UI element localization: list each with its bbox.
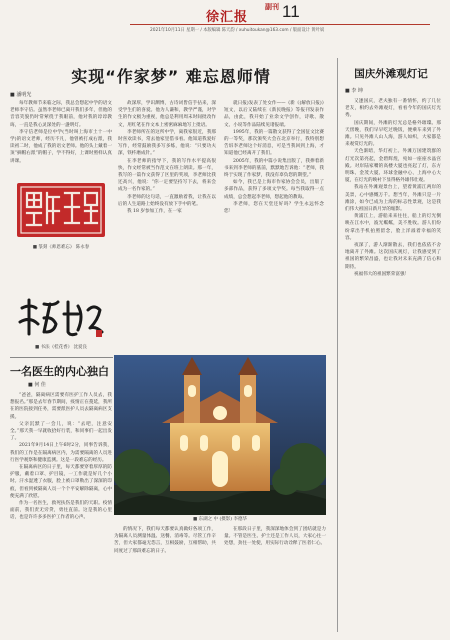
masthead-brand: 徐汇报 [206, 10, 249, 25]
seal-image [15, 181, 107, 239]
church-photo [114, 355, 326, 515]
main-headline: 实现“作家梦” 难忘恩师情 [71, 67, 271, 86]
paragraph: 夜深了，游人渐渐散去，我们也依依不舍地离开了外滩。这次国庆观灯，让我感受到了祖国的繁荣昌盛，也让我对未来充满了信心和期待。 [345, 243, 441, 270]
paragraph: 故深厚，学识渊博，古诗词皆信手拈来，深受学生们的喜爱。他为人谦和，教学严谨，对学生的作文极为重视，他总是利用周末时间批改作文，用红笔在作文本上密密麻麻地写上批语。 [118, 101, 216, 128]
paragraph: 又逢国庆，老夫独有一番情怀，约了几位老友，相约去外滩观灯，看看今年的国庆灯光秀。 [345, 99, 441, 119]
paragraph: 如今，我已是上海市作家协会会员，出版了多部作品，获得了多项文学奖。每当我取得一点成绩，总会想起李老师，想起他的教诲。 [224, 180, 324, 200]
masthead [0, 0, 450, 46]
paragraph: 李老师的这句话，一直激励着我，让我在以后的人生道路上始终没有放下手中的笔。 [118, 194, 216, 207]
paragraph: “爸爸，隔离病区需要有医护工作人员去，我想报名。”那是去年春节期间，疫情正在蔓延，我所在的医院接到任务，需要派医护人员去隔离病区支援。 [10, 393, 112, 420]
photo-caption: ■ 东湖之 中 (摄影) 李德华 [193, 517, 247, 522]
paragraph: 1995年，我的一篇散文获得了全国征文比赛的一等奖，那次颁奖大会在北京举行，我特别想告诉李老师这个好消息，可是当我回到上海，才知道他已经离开了我们。 [224, 129, 324, 157]
masthead-rule [130, 24, 430, 25]
main-col-1 [10, 100, 112, 178]
right-article-col [345, 98, 441, 632]
paragraph: 每年教师节来临之际，我总会想起中学的语文老师李守信。虽然李老师已离开我们多年，但他的音容笑貌仍时常萦绕于我眼前，他对我的谆谆教诲，一直是我心灵深处的一盏明灯。 [10, 101, 112, 128]
second-article-title: 一名医生的内心独白 [10, 365, 109, 378]
section-divider [10, 357, 113, 358]
paragraph: 黄浦江上，游船来来往往，船上的灯光倒映在江水中，波光粼粼，美不胜收。游人们纷纷拿出手机拍照留念，脸上洋溢着幸福的笑容。 [345, 214, 441, 241]
photo-text-col-2 [224, 526, 326, 632]
paragraph: 作为一名医生，救死扶伤是我们的天职。疫情面前，我们责无旁贷，勇往直前。这是我的心里话，也是许许多多医护工作者的心声。 [10, 501, 112, 521]
calligraphy-image [16, 296, 106, 340]
paragraph: 国庆期间，外滩的灯光总是格外璀璨。那天傍晚，我们早早吃过晚饭，便乘车来到了外滩。只见外滩人山人海，游人如织，大家都是来观赏灯光的。 [345, 120, 441, 148]
page-number: 11 [282, 2, 300, 21]
masthead-info: 2021年10月11日 星期一 / 本版编辑 陈天韵 / xuhuitoukan@163.com / 版面设计 黄叶斌 [150, 28, 325, 33]
paragraph: 我 18 岁参加工作，在一家 [127, 209, 182, 215]
paragraph: 在李老师的指导下，我的写作水平提高很快，作文经常被当作范文在班上朗读。那一年，我写的一篇作文获得了区里的奖项，李老师比我还高兴，他说：“你一定要坚持写下去，将来会成为一名作家的。” [118, 158, 216, 193]
second-article-byline: ■ 何 佳 [28, 382, 46, 388]
paragraph: 天色渐暗，华灯初上。外滩万国建筑群的灯光次第亮起，金碧辉煌，宛如一座座水晶宫殿。对岸陆家嘴的高楼大厦也亮起了灯，东方明珠、金茂大厦、环球金融中心、上海中心大厦，在灯光的映衬下显得格外雄伟壮观。 [345, 149, 441, 184]
paragraph: 我站在外滩观景台上，望着黄浦江两岸的美景，心中感慨万千。想当年，外滩只是一片滩涂，如今已成为上海的标志性景观，这是我们伟大祖国日新月异的缩影。 [345, 185, 441, 213]
paragraph: 就日报)发表了处女作——《新《(解放日报)》短文，以后又陆续在《新民晚报》等报刊发表作品，由此，我开始了业余文学创作，诗歌、散文、小说等作品陆续见诸报端。 [224, 101, 324, 128]
calligraphy-caption: ■ 书法《桂花香》 沈爱良 [34, 345, 88, 350]
column-divider [337, 58, 338, 632]
main-col-3 [224, 100, 324, 348]
paragraph: 祝福伟大的祖国繁荣富强！ [354, 271, 410, 277]
seal-artwork [10, 180, 112, 240]
paragraph: 李老师，您在天堂还好吗？学生永远怀念您！ [224, 201, 324, 215]
paragraph: 在那段日子里，我深深地体会到了团结就是力量。不管是医生、护士还是工作人员，大家心往一处想，劲往一处使，用实际行动诠释了医者仁心。 [224, 527, 326, 547]
right-article-title: 国庆外滩观灯记 [354, 68, 428, 80]
photo-text-col-1 [114, 526, 216, 632]
main-byline: ■ 潘明光 [10, 92, 32, 98]
second-article-col [10, 392, 112, 632]
calligraphy-artwork [16, 296, 106, 344]
paragraph: 李守信老师是位中学(当时叫上海市土十一中学)的语文老师，经历不凡，他曾被打成右派，我读初二时，他成了我的语文老师。他的头上戴着一顶“摘帽右派”的帽子，学不得好，上课时照样认真讲课。 [10, 129, 112, 164]
main-col-2 [118, 100, 216, 348]
paragraph: 李老师所在的这所中学，离我家很近，我那时喜欢读书，常去他家里借书看。他知道我爱好写作，经常鼓励我多写多练，他说：“只要功夫深，铁杵磨成针。” [118, 129, 216, 157]
paragraph: 在隔离病区的日子里，每天都要穿着厚厚的防护服，戴着口罩、护目镜，一工作就是好几个小时。汗水湿透了衣服，脸上被口罩勒出了深深的印痕，但看到被隔离人员一个个平安解除隔离，心中便充满了欣慰。 [10, 465, 112, 499]
paragraph: 2021年9月14日上午6时2分，同事告诉我，我们的工作是在隔离病区内，为需要隔离的人员进行医学观察和健康监测。这是一段难忘的经历。 [10, 443, 112, 463]
seal-caption: ■ 篆刻《师恩难忘》 陈永春 [32, 245, 90, 250]
church-illustration [114, 355, 326, 515]
masthead-section: 副刊 [265, 3, 279, 11]
paragraph: 2005年，我的中篇小说集出版了，我捧着新书来到李老师的墓前，默默地告诉他：“老师，我终于实现了作家梦，我没有辜负您的期望。” [224, 158, 324, 179]
paragraph: 的情况下，我们每天都要认真做好各项工作，为隔离人员测量体温、送餐、消毒等。尽管工作辛苦，但大家都毫无怨言，互相鼓励，互相帮助，共同度过了那段难忘的日子。 [114, 527, 216, 554]
paragraph: 父亲沉默了一会儿，说：“去吧，注意安全。”那天我一早就收拾好行装，和同事们一起出发了。 [10, 421, 112, 442]
right-article-byline: ■ 李 坤 [345, 88, 363, 94]
